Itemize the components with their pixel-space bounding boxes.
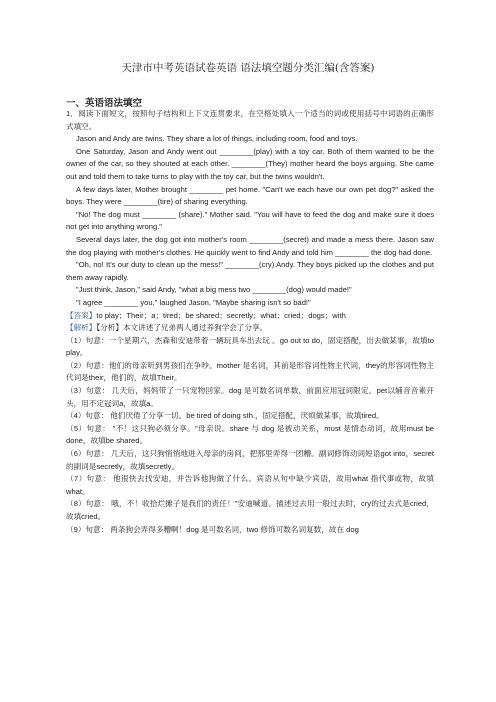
- document-body: [66, 108, 434, 536]
- analysis-item: （9）句意： 两条狗会弄得多糟啊！dog 是可数名词，two 修饰可数名词复数，故在 dog: [66, 524, 359, 534]
- analysis-line: [66, 322, 434, 335]
- passage-paragraph: "No! The dog must ________ (share)." Mother said. "You will have to feed the dog and make sure it does not get into anything wrong.": [66, 209, 434, 232]
- analysis-item: （1）句意：一个星期六，杰森和安迪带着一辆玩具车出去玩 。go out to do，固定搭配，出去做某事，故填to play。: [66, 335, 434, 358]
- analysis-item: （7）句意： 他很快去找安迪，并告诉他狗做了什么。宾语从句中缺少宾语，故用what 指代事或物，故填what。: [66, 474, 434, 496]
- analysis-tag: 【解析】: [66, 323, 97, 333]
- passage-paragraph: "Oh, no! It's our duty to clean up the mess!" ________(cry) Andy. They boys picked up the clothes and put them away rapidly.: [66, 260, 434, 282]
- passage-paragraph: "I agree ________ you," laughed Jason, "Maybe sharing isn't so bad!": [76, 297, 311, 307]
- analysis-intro: 【分析】本文讲述了兄弟两人通过养狗学会了分享。: [96, 323, 268, 333]
- passage-paragraph: Several days later, the dog got into mother's room ________(secret) and made a mess there. Jason saw the dog playing with mother's clothes. He quickly went to find Andy and told him ________ the dog had done.: [66, 234, 434, 257]
- passage-paragraph: A few days later, Mother brought ________ pet home. "Can't we each have our own pet dog?" asked the boys. They were ________(tire) of sharing everything.: [66, 184, 434, 207]
- question-intro: 1．阅读下面短文，按照句子结构和上下文连贯要求，在空格处填入一个适当的词或使用括号中词语的正确形式填空。: [66, 109, 434, 131]
- answer-text: to play；Their；a；tired；be shared；secretly；what；cried；dogs；with: [96, 310, 346, 320]
- answer-tag: 【答案】: [66, 310, 97, 320]
- analysis-item: （5）句意： "不！这只狗必须分享。"母亲说。share 与 dog 是被动关系，must 是情态动词，故用must be done，故填be shared。: [66, 423, 434, 446]
- passage-paragraph: "Just think, Jason," said Andy, "what a big mess two ________(dog) would made!": [76, 285, 352, 295]
- analysis-item: （3）句意： 几天后，妈妈带了一只宠物回家。dog 是可数名词单数，前面应用冠词限定。pet以辅音音素开头，用不定冠词a，故填a。: [66, 386, 434, 408]
- analysis-item: （6）句意： 几天后，这只狗悄悄地进入母亲的房间，把那里弄得一团糟。副词修饰动词短语got into，secret的副词是secretly，故填secretly。: [66, 449, 434, 471]
- analysis-item: （4）句意： 他们厌倦了分享一切。be tired of doing sth.，固定搭配，厌烦做某事，故填tired。: [66, 411, 384, 421]
- passage-paragraph: Jason and Andy are twins. They share a lot of things, including room, food and toys.: [76, 134, 358, 144]
- analysis-item: （2）句意：他们的母亲听到男孩们在争吵。mother 是名词，其前是形容词性物主代词，they的形容词性物主代词是their，他们的，故填Their。: [66, 360, 434, 383]
- section-heading: 一、英语语法填空: [66, 98, 143, 109]
- answer-line: [66, 310, 434, 323]
- analysis-item: （8）句意： 哦，不！收拾烂摊子是我们的责任！"安迪喊道。描述过去用一般过去时，cry的过去式是cried，故填cried。: [66, 499, 434, 521]
- passage-paragraph: One Saturday, Jason and Andy went out ________(play) with a toy car. Both of them wanted to be the owner of the car, so they shouted at each other. ________(They) mother heard the boys arguing. She came out and told them to take turns to play with the toy car, but the twins wouldn't.: [66, 146, 434, 181]
- document-title: 天津市中考英语试卷英语 语法填空题分类汇编(含答案): [121, 62, 375, 74]
